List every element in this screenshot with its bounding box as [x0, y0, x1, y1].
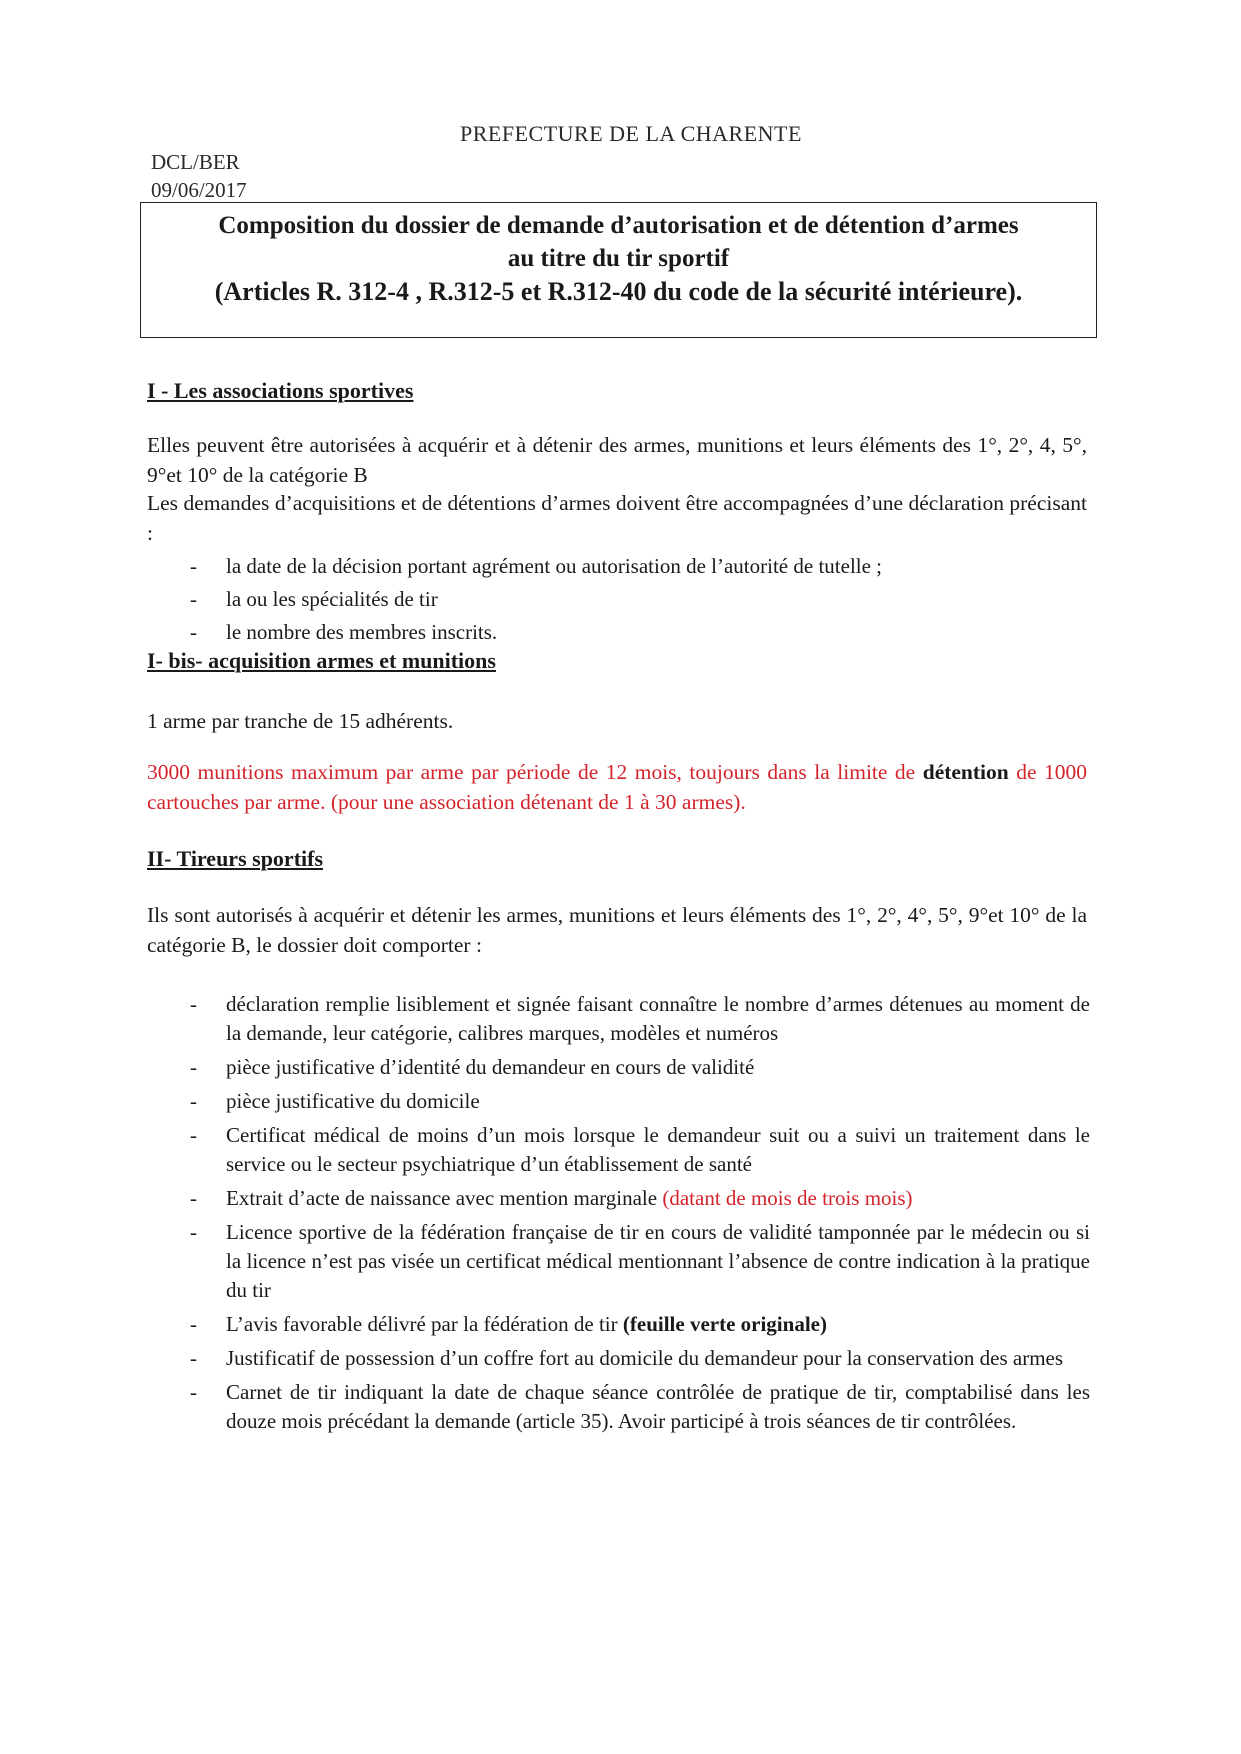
- item-text: pièce justificative d’identité du demandeur en cours de validité: [226, 1055, 755, 1079]
- list-item: - la date de la décision portant agrément ou autorisation de l’autorité de tutelle ;: [150, 550, 1090, 583]
- item-text: Certificat médical de moins d’un mois lorsque le demandeur suit ou a suivi un traitement dans le service ou le secteur psychiatrique d’un établissement de santé: [226, 1123, 1090, 1176]
- item-text: L’avis favorable délivré par la fédération de tir: [226, 1312, 623, 1336]
- associations-para-2: Les demandes d’acquisitions et de détentions d’armes doivent être accompagnées d’une déclaration précisant :: [147, 491, 1087, 545]
- acquisition-para-1: 1 arme par tranche de 15 adhérents.: [147, 709, 454, 733]
- list-item: - la ou les spécialités de tir: [150, 583, 1090, 616]
- title-line-3: (Articles R. 312-4 , R.312-5 et R.312-40 du code de la sécurité intérieure).: [214, 277, 1023, 306]
- list-item: [150, 1053, 1090, 1082]
- bold-text: (feuille verte originale): [622, 1312, 827, 1336]
- red-text: 3000 munitions maximum par arme par période de 12 mois, toujours dans la limite de: [147, 760, 923, 784]
- section-acquisition: [147, 648, 1087, 674]
- title-line-1: Composition du dossier de demande d’autorisation et de détention d’armes: [218, 212, 1019, 239]
- list-item: [150, 1184, 1090, 1213]
- list-item: [150, 1087, 1090, 1116]
- item-text: Justificatif de possession d’un coffre fort au domicile du demandeur pour la conservation des armes: [226, 1346, 1064, 1370]
- bold-text: détention: [922, 760, 1009, 784]
- section-heading: I- bis- acquisition armes et munitions: [147, 648, 496, 673]
- item-text: pièce justificative du domicile: [226, 1089, 480, 1113]
- list-item: [150, 1378, 1090, 1436]
- acquisition-para-2: [147, 757, 1087, 817]
- red-text: de 1000 cartouches par arme. (pour une association détenant de 1 à 30 armes).: [147, 760, 1088, 814]
- associations-list: [150, 550, 1090, 649]
- item-text: Licence sportive de la fédération française de tir en cours de validité tamponnée par le médecin ou si la licence n’est pas visée un certificat médical mentionnant l’absence de contre indication à la pratique du tir: [226, 1220, 1090, 1302]
- list-item: [150, 1121, 1090, 1179]
- tireurs-intro: Ils sont autorisés à acquérir et détenir les armes, munitions et leurs éléments des 1°, 2°, 4°, 5°, 9°et 10° de la catégorie B, le dossier doit comporter :: [147, 903, 1087, 957]
- prefecture-header: PREFECTURE DE LA CHARENTE: [460, 121, 802, 146]
- title-box: [140, 202, 1097, 338]
- list-item: [150, 1344, 1090, 1373]
- section-heading: I - Les associations sportives: [147, 378, 414, 403]
- associations-para-1: Elles peuvent être autorisées à acquérir et à détenir des armes, munitions et leurs éléments des 1°, 2°, 4, 5°, 9°et 10° de la catégorie B: [147, 433, 1087, 487]
- section-heading: II- Tireurs sportifs: [147, 846, 324, 871]
- item-text: Carnet de tir indiquant la date de chaque séance contrôlée de pratique de tir, comptabilisé dans les douze mois précédant la demande (article 35). Avoir participé à trois séances de tir contrôlées.: [226, 1380, 1090, 1433]
- section-associations: [147, 378, 1087, 404]
- list-item: - le nombre des membres inscrits.: [150, 616, 1090, 649]
- document-date: 09/06/2017: [151, 178, 247, 202]
- tireurs-list: [150, 990, 1090, 1441]
- title-line-2: au titre du tir sportif: [507, 245, 730, 272]
- service-code: DCL/BER: [151, 150, 240, 174]
- item-text: déclaration remplie lisiblement et signée faisant connaître le nombre d’armes détenues au moment de la demande, leur catégorie, calibres marques, modèles et numéros: [226, 992, 1090, 1045]
- section-tireurs: [147, 846, 1087, 872]
- list-item: [150, 1310, 1090, 1339]
- red-text: (datant de mois de trois mois): [662, 1186, 913, 1210]
- list-item: [150, 990, 1090, 1048]
- item-text: Extrait d’acte de naissance avec mention marginale: [226, 1186, 663, 1210]
- list-item: [150, 1218, 1090, 1305]
